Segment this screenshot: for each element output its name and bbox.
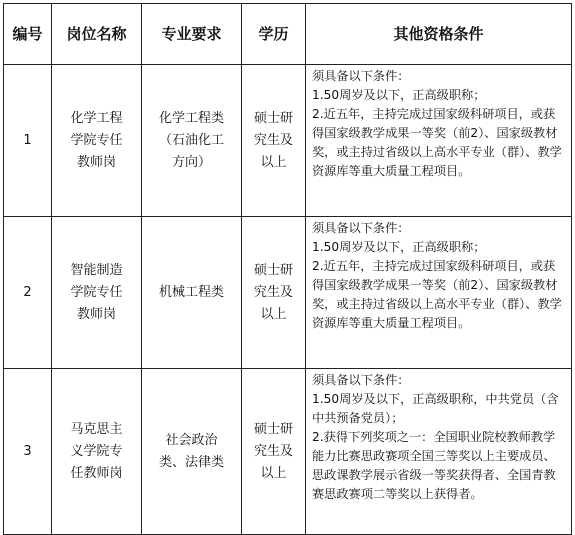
header-major: 专业要求 (142, 4, 242, 65)
education-line: 硕士研 (253, 421, 293, 437)
row-education (242, 217, 306, 369)
row-requirements (306, 369, 572, 535)
row-id: 2 (4, 217, 52, 369)
table-row (4, 369, 572, 535)
requirement-line: 1.50周岁及以下，正高级职称； (312, 240, 486, 254)
table-header-row (4, 4, 572, 65)
position-line: 智能制造 (70, 262, 123, 278)
row-education (242, 369, 306, 535)
table-row (4, 217, 572, 369)
row-position (52, 369, 142, 535)
education-line: 以上 (260, 465, 287, 481)
row-id: 3 (4, 369, 52, 535)
requirement-line: 2.近五年，主持完成过国家级科研项目，或获得国家级教学成果一等奖（前2）、国家级教材奖，或主持过省级以上高水平专业（群）、教学资源库等重大质量工程项目。 (312, 259, 562, 330)
position-line: 学院专任 (70, 132, 123, 148)
position-line: 任教师岗 (70, 465, 123, 481)
position-line: 义学院专 (70, 443, 123, 459)
position-line: 教师岗 (76, 154, 116, 170)
major-line: 化学工程类 (158, 110, 224, 126)
requirement-line: 1.50周岁及以下，正高级职称，中共党员（含中共预备党员）； (312, 392, 559, 425)
header-requirements: 其他资格条件 (306, 4, 572, 65)
major-line: （石油化工 (158, 132, 224, 148)
row-major (142, 217, 242, 369)
row-major (142, 369, 242, 535)
position-line: 马克思主 (70, 421, 123, 437)
major-line: 类、法律类 (158, 454, 224, 470)
table-row (4, 65, 572, 217)
header-id: 编号 (4, 4, 52, 65)
requirement-line: 须具备以下条件： (312, 373, 410, 387)
requirement-line: 须具备以下条件： (312, 69, 410, 83)
education-line: 硕士研 (253, 110, 293, 126)
major-line: 社会政治 (165, 432, 218, 448)
row-id: 1 (4, 65, 52, 217)
row-position (52, 65, 142, 217)
row-position (52, 217, 142, 369)
row-education (242, 65, 306, 217)
requirement-line: 须具备以下条件： (312, 221, 410, 235)
major-line: 机械工程类 (158, 284, 224, 300)
education-line: 硕士研 (253, 262, 293, 278)
positions-table-container (3, 3, 571, 525)
positions-table (3, 3, 572, 535)
position-line: 化学工程 (70, 110, 123, 126)
header-position: 岗位名称 (52, 4, 142, 65)
education-line: 究生及 (253, 132, 293, 148)
row-requirements (306, 65, 572, 217)
requirement-line: 2.近五年，主持完成过国家级科研项目，或获得国家级教学成果一等奖（前2）、国家级教材奖，或主持过省级以上高水平专业（群）、教学资源库等重大质量工程项目。 (312, 107, 562, 178)
education-line: 究生及 (253, 284, 293, 300)
major-line: 方向） (171, 154, 211, 170)
header-education: 学历 (242, 4, 306, 65)
education-line: 究生及 (253, 443, 293, 459)
row-major (142, 65, 242, 217)
position-line: 学院专任 (70, 284, 123, 300)
requirement-line: 1.50周岁及以下，正高级职称； (312, 88, 486, 102)
education-line: 以上 (260, 306, 287, 322)
requirement-line: 2.获得下列奖项之一：全国职业院校教师教学能力比赛思政赛项全国三等奖以上主要成员、思政课教学展示省级一等奖获得者、全国青教赛思政赛项二等奖以上获得者。 (312, 430, 556, 501)
position-line: 教师岗 (76, 306, 116, 322)
education-line: 以上 (260, 154, 287, 170)
row-requirements (306, 217, 572, 369)
